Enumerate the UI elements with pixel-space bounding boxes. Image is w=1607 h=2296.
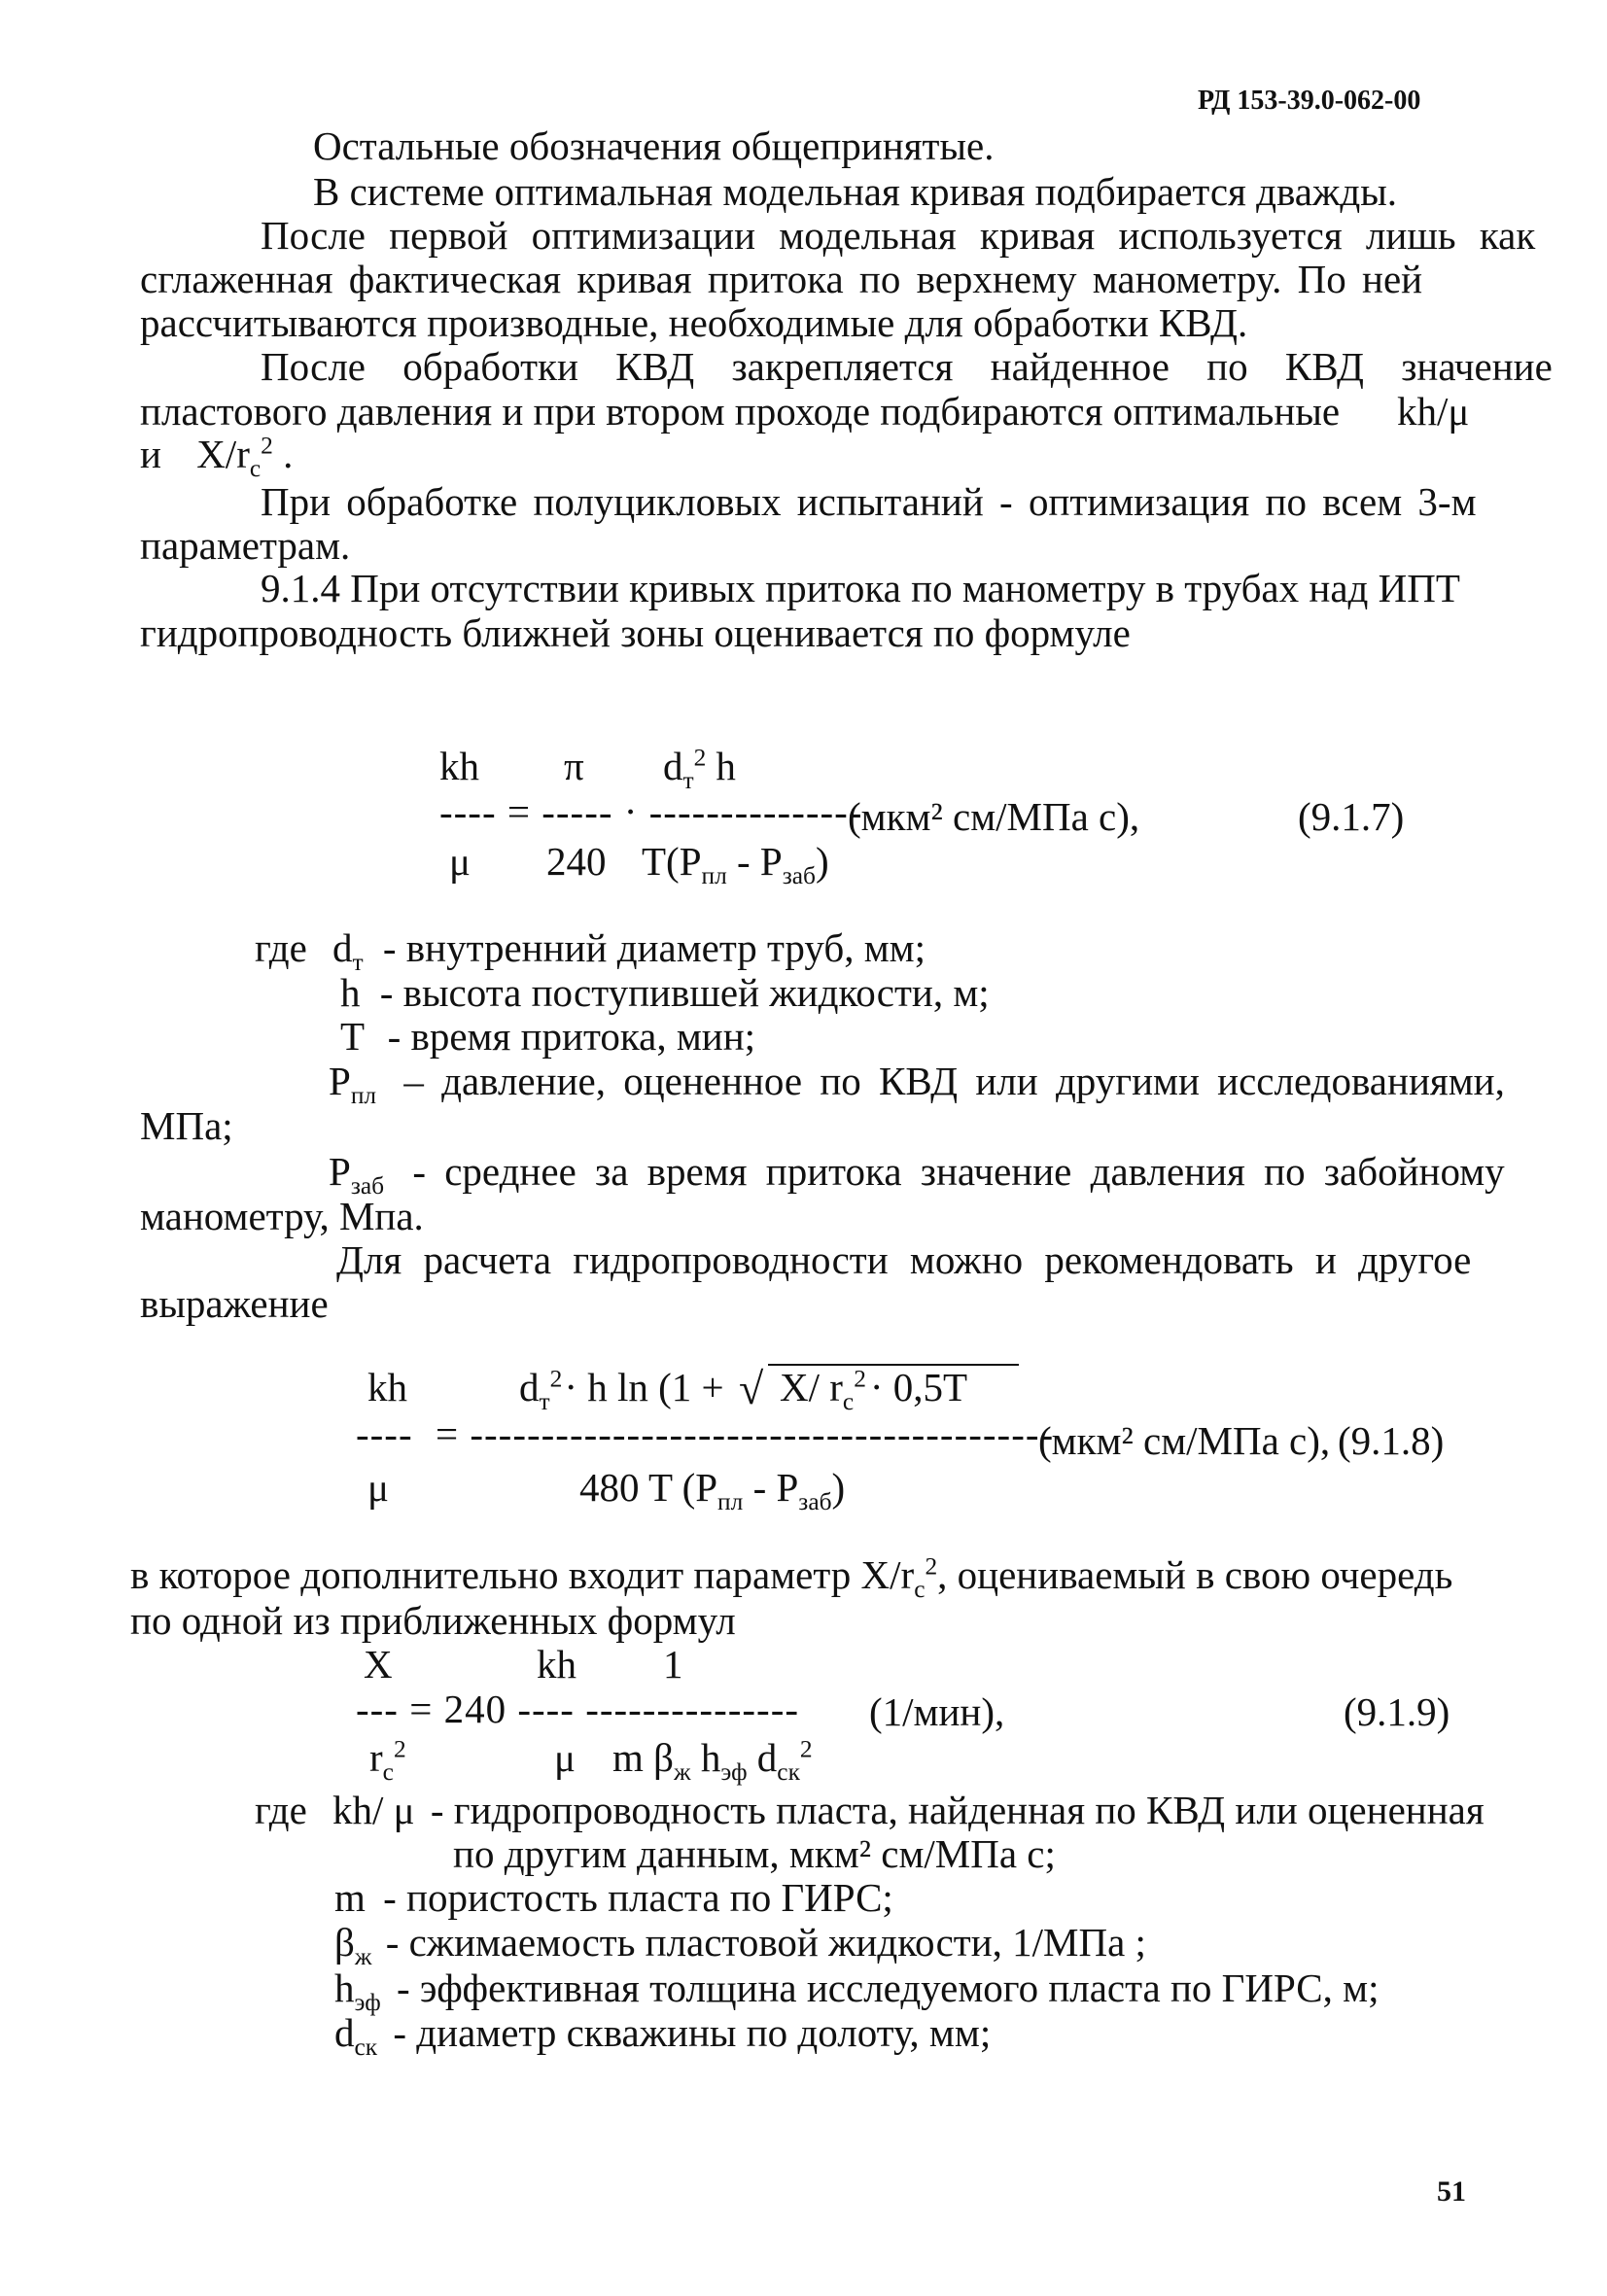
formula-units: (мкм² см/МПа с), <box>848 794 1140 839</box>
formula-den-mu: μ <box>449 839 471 884</box>
paragraph-line: по одной из приближенных формул <box>130 1598 736 1643</box>
formula-den-expr: 480 T $(P_{пл} - P_{заб})$ <box>579 1465 846 1516</box>
formula-bot-mu: μ <box>554 1735 576 1780</box>
paragraph-line-tail: kh/μ <box>1397 389 1470 434</box>
formula-units: (мкм² см/МПа с), <box>1038 1418 1331 1463</box>
formula-num-expr: $d_т^2\cdot h$ ln (1 + <box>519 1365 724 1416</box>
formula-top-x: X <box>364 1642 393 1687</box>
formula-bot-expr: m $\beta_ж$ $h_{эф}$ $d_{ск}^2$ <box>612 1735 813 1787</box>
formula-fraction-line: ---- = ----- · --------------- <box>439 789 863 834</box>
def-t: T - время притока, мин; <box>340 1014 756 1059</box>
paragraph-line: В системе оптимальная модельная кривая подбирается дважды. <box>313 169 1397 214</box>
paragraph-line: При обработке полуцикловых испытаний - оптимизация по всем 3-м <box>261 479 1477 524</box>
formula-dashes: ---- <box>356 1411 413 1456</box>
formula-num-d: $d_т^2$ h <box>663 744 736 795</box>
paragraph-line: выражение <box>140 1281 329 1326</box>
formula-bot-r: $r_c^2$ <box>369 1735 406 1787</box>
def-kh-mu: kh/ μ - гидропроводность пласта, найденная по КВД или оцененная <box>332 1788 1485 1832</box>
paragraph-line: гидропроводность ближней зоны оценивается по формуле <box>140 610 1131 655</box>
paragraph-line: сглаженная фактическая кривая притока по верхнему манометру. По ней <box>140 257 1423 301</box>
formula-fraction-line: --- = 240 ---- --------------- <box>356 1687 799 1731</box>
ratio-symbol: X/r <box>196 432 250 476</box>
formula-top-1: 1 <box>663 1642 683 1687</box>
formula-num-kh: kh <box>367 1365 407 1409</box>
formula-label: (9.1.7) <box>1298 794 1405 839</box>
def-p-zab: $P_{заб}$ - среднее за время притока значение давления по забойному <box>329 1149 1505 1200</box>
formula-label: (9.1.9) <box>1344 1689 1450 1734</box>
formula-num-kh: kh <box>439 744 479 788</box>
paragraph-line: параметрам. <box>140 523 351 568</box>
formula-fraction-line: = ----------------------------------------- <box>436 1411 1055 1456</box>
def-kh-mu-cont: по другим данным, мкм² см/МПа с; <box>453 1831 1056 1876</box>
formula-den-mu: μ <box>367 1465 389 1510</box>
def-p-pl-cont: МПа; <box>140 1103 233 1148</box>
paragraph-line: Для расчета гидропроводности можно рекомендовать и другое <box>336 1237 1472 1282</box>
paragraph-line: пластового давления и при втором проходе подбираются оптимальные <box>140 389 1341 434</box>
where-label: где <box>255 1788 307 1832</box>
where-label: где <box>255 925 307 970</box>
page-number: 51 <box>1437 2175 1466 2208</box>
def-p-zab-cont: манометру, Мпа. <box>140 1194 424 1238</box>
formula-units: (1/мин), <box>869 1689 1005 1734</box>
paragraph-line: Остальные обозначения общепринятые. <box>313 123 995 168</box>
formula-top-kh: kh <box>537 1642 576 1687</box>
paragraph-line: После обработки КВД закрепляется найденное по КВД значение <box>261 344 1553 389</box>
def-p-pl: $P_{пл}$ – давление, оцененное по КВД или другими исследованиями, <box>329 1059 1505 1110</box>
def-m: m - пористость пласта по ГИРС; <box>334 1875 893 1920</box>
formula-den-240: 240 <box>546 839 607 884</box>
paragraph-line: в которое дополнительно входит параметр $X/r_c^2$, оцениваемый в свою очередь <box>130 1552 1453 1604</box>
document-code: РД 153-39.0-062-00 <box>1198 86 1421 116</box>
def-d: $d_т$ - внутренний диаметр труб, мм; <box>332 925 926 977</box>
paragraph-line: 9.1.4 При отсутствии кривых притока по манометру в трубах над ИПТ <box>261 566 1460 610</box>
formula-label: (9.1.8) <box>1338 1418 1445 1463</box>
paragraph-line: рассчитываются производные, необходимые для обработки КВД. <box>140 300 1248 345</box>
formula-den-t: $T(P_{пл} - P_{заб})$ <box>642 839 829 890</box>
def-h: h - высота поступившей жидкости, м; <box>340 970 990 1015</box>
def-heff: $h_{эф}$ - эффективная толщина исследуемого пласта по ГИРС, м; <box>334 1966 1380 2017</box>
def-beta: $\beta_ж$ - сжимаемость пластовой жидкости, 1/МПа ; <box>334 1920 1146 1971</box>
formula-num-pi: π <box>564 744 584 788</box>
conjunction: и <box>140 432 161 476</box>
def-dsk: $d_{ск}$ - диаметр скважины по долоту, мм; <box>334 2010 992 2062</box>
paragraph-line: и $X/r_c^2$ . <box>140 432 294 483</box>
formula-sqrt-content: X/ $r_c^2\cdot 0,5T$ <box>780 1365 968 1416</box>
paragraph-line: После первой оптимизации модельная кривая используется лишь как <box>261 213 1536 258</box>
sqrt-icon: √ <box>739 1364 764 1413</box>
